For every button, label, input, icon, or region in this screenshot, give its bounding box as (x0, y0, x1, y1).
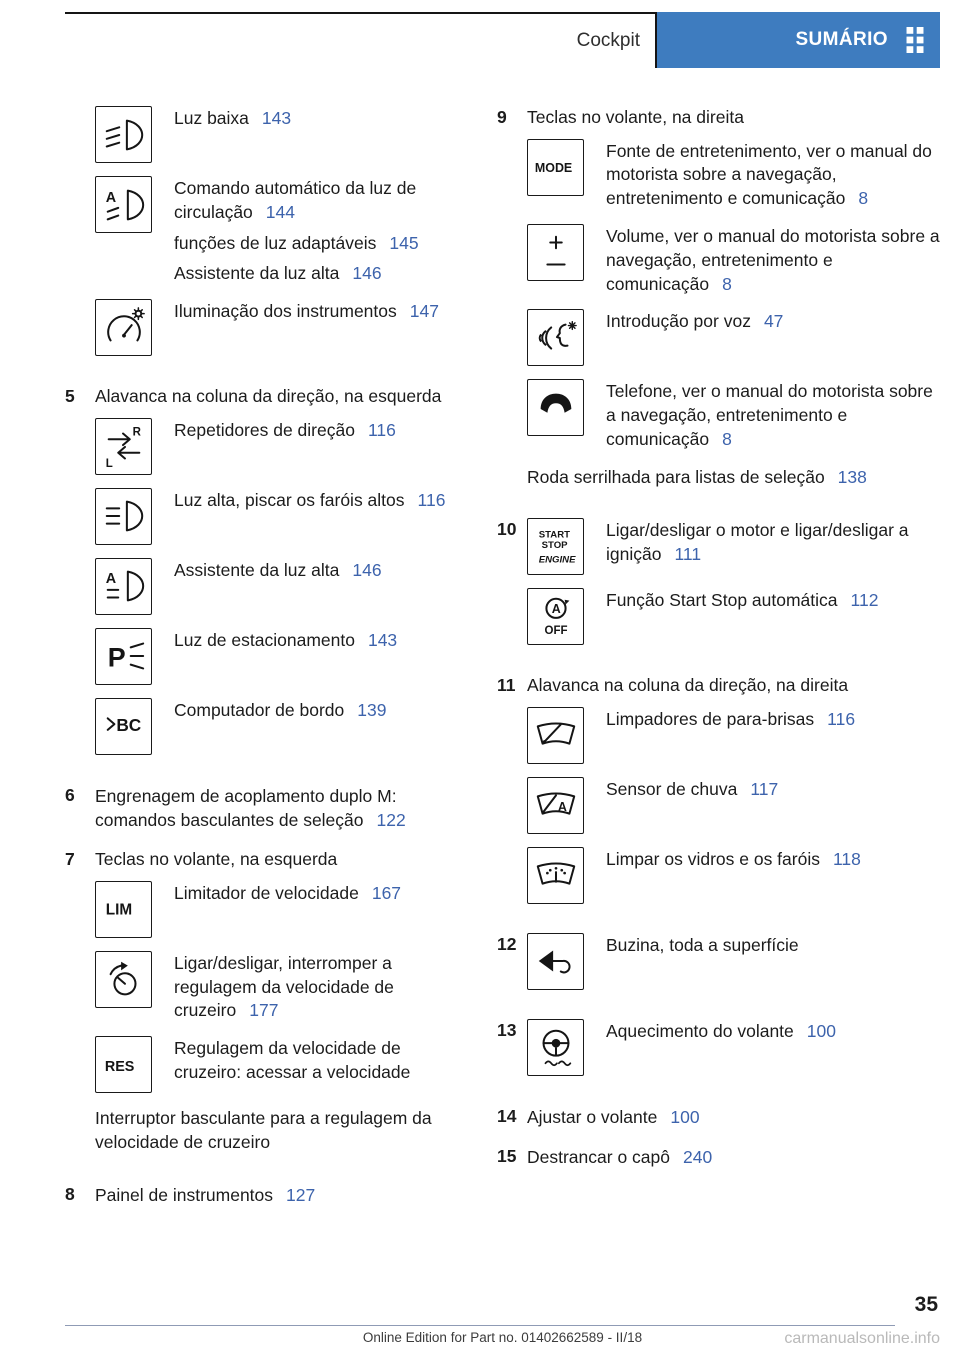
automatic-headlight-icon (95, 176, 152, 233)
resume-icon (95, 1036, 152, 1093)
list-item (497, 1105, 940, 1129)
item-number: 7 (65, 849, 75, 870)
item-number (65, 106, 95, 369)
control-row (95, 558, 469, 615)
control-label: Sensor de chuva (606, 778, 738, 799)
control-label: Ligar/desligar, interromper a regulagem da velocidade de cruzeiro (174, 952, 394, 1021)
control-row (527, 1019, 940, 1076)
horn-icon (527, 933, 584, 990)
control-row (95, 881, 469, 938)
note-label: Roda serrilhada para listas de seleção (527, 466, 825, 487)
summary-label: SUMÁRIO (795, 29, 888, 50)
item-note: Interruptor basculante para a regulagem da velocidade de cruzeiro (95, 1108, 432, 1153)
control-label: Introdução por voz (606, 311, 751, 332)
board-computer-icon (95, 698, 152, 755)
page-ref[interactable]: 145 (389, 232, 419, 253)
list-item (497, 674, 940, 917)
control-label: Computador de bordo (174, 699, 345, 720)
control-row (527, 309, 940, 366)
control-label: Aquecimento do volante (606, 1020, 794, 1041)
telephone-icon (527, 379, 584, 436)
high-beam-assistant-icon (95, 558, 152, 615)
page-ref[interactable]: 144 (265, 201, 295, 222)
list-item (497, 933, 940, 1003)
page-content (65, 106, 940, 1224)
control-row (527, 518, 940, 575)
page-ref[interactable]: 118 (832, 848, 861, 869)
control-label: Função Start Stop automática (606, 589, 838, 610)
item-number: 6 (65, 784, 75, 805)
item-number: 11 (497, 674, 516, 695)
chapter-title: Cockpit (576, 30, 640, 51)
item-label: Painel de instrumentos (95, 1185, 274, 1206)
item-number: 9 (497, 107, 507, 127)
edition-note: Online Edition for Part no. 01402662589 - II/18 (362, 1330, 643, 1345)
list-item (497, 518, 940, 658)
control-row (527, 379, 940, 451)
list-item (497, 106, 940, 502)
control-row (95, 698, 469, 755)
page-ref[interactable]: 47 (763, 311, 784, 332)
page-ref[interactable]: 8 (722, 429, 732, 449)
control-label: Iluminação dos instrumentos (174, 301, 397, 322)
page-ref[interactable]: 117 (750, 778, 779, 799)
cruise-control-icon (95, 951, 152, 1008)
wash-wipe-icon (527, 847, 584, 904)
high-beam-icon (95, 488, 152, 545)
control-row (95, 628, 469, 685)
page-ref[interactable]: 143 (367, 629, 398, 650)
rain-sensor-icon (527, 777, 584, 834)
item-number: 12 (497, 933, 517, 954)
control-label: Luz baixa (174, 108, 249, 128)
item-number: 15 (497, 1145, 517, 1166)
list-item (497, 1145, 940, 1169)
page-ref[interactable]: 8 (722, 273, 732, 294)
page-ref[interactable]: 116 (827, 708, 856, 729)
item-number: 14 (497, 1105, 517, 1126)
volume-rocker-icon (527, 224, 584, 281)
turn-signal-icon (95, 418, 152, 475)
page-ref[interactable]: 112 (850, 589, 879, 610)
control-label: Fonte de entretenimento, ver o manual do motorista sobre a navegação, entretenimento e comunicação (606, 140, 932, 209)
control-label: Regulagem da velocidade de cruzeiro: acessar a velocidade (174, 1038, 411, 1082)
page-ref[interactable]: 177 (249, 1000, 279, 1021)
chapter-header (65, 12, 657, 68)
control-row (95, 951, 469, 1023)
page-ref[interactable]: 127 (286, 1185, 316, 1206)
item-note (527, 465, 940, 489)
control-row (95, 488, 469, 545)
page-number: 35 (914, 1293, 938, 1316)
page-ref[interactable]: 146 (352, 559, 382, 580)
voice-control-icon (527, 309, 584, 366)
control-row (527, 933, 940, 990)
control-row (527, 588, 940, 645)
control-row (527, 707, 940, 764)
control-label: Assistente da luz alta (174, 559, 340, 580)
control-row (527, 224, 940, 296)
control-label: Buzina, toda a superfície (606, 934, 799, 955)
item-title: Alavanca na coluna da direção, na direita (527, 674, 849, 695)
page-ref[interactable]: 139 (357, 699, 387, 720)
control-label: Limitador de velocidade (174, 882, 359, 903)
left-column (65, 106, 469, 1224)
control-label: Ligar/desligar o motor e ligar/desligar a ignição (606, 519, 909, 564)
control-label: Limpar os vidros e os faróis (606, 848, 820, 869)
page-ref[interactable]: 167 (371, 882, 402, 903)
item-number: 8 (65, 1184, 75, 1205)
page-ref[interactable]: 111 (674, 543, 702, 564)
page-ref[interactable]: 143 (261, 108, 292, 128)
list-item (65, 1183, 469, 1207)
control-row (95, 418, 469, 475)
item-title: Teclas no volante, na direita (527, 107, 744, 127)
auto-start-stop-icon (527, 588, 584, 645)
control-label: Repetidores de direção (174, 419, 355, 440)
item-number: 5 (65, 386, 75, 407)
control-label: Volume, ver o manual do motorista sobre a navegação, entretenimento e comunicação (606, 226, 940, 294)
steering-wheel-heating-icon (527, 1019, 584, 1076)
speed-limiter-icon (95, 881, 152, 938)
page-ref[interactable]: 100 (670, 1106, 700, 1127)
page-ref[interactable]: 240 (683, 1146, 713, 1167)
page-header (65, 12, 940, 68)
page-ref[interactable]: 147 (409, 301, 439, 322)
page-ref[interactable]: 100 (806, 1020, 836, 1041)
item-label: Ajustar o volante (527, 1106, 658, 1127)
page-ref[interactable]: 116 (367, 419, 396, 440)
control-row (527, 847, 940, 904)
item-title: Teclas no volante, na esquerda (95, 849, 338, 870)
control-row (95, 106, 469, 163)
control-row (95, 1036, 469, 1093)
item-title: Alavanca na coluna da direção, na esquerda (95, 386, 442, 407)
list-item (497, 1019, 940, 1089)
parking-light-icon (95, 628, 152, 685)
control-row (527, 777, 940, 834)
page-ref[interactable]: 138 (837, 466, 867, 487)
control-label: Luz de estacionamento (174, 629, 355, 650)
control-label: Luz alta, piscar os faróis altos (174, 489, 405, 510)
instrument-lighting-icon (95, 299, 152, 356)
right-column (497, 106, 940, 1224)
low-beam-icon (95, 106, 152, 163)
page-footer (65, 1293, 940, 1352)
control-label: funções de luz adaptáveis (174, 232, 377, 253)
page-ref[interactable]: 116 (417, 489, 446, 510)
control-label: Telefone, ver o manual do motorista sobre a navegação, entretenimento e comunicação (606, 381, 933, 449)
list-item (65, 106, 469, 369)
page-ref[interactable]: 146 (352, 263, 382, 284)
control-label: Assistente da luz alta (174, 263, 340, 284)
list-item (65, 784, 469, 832)
control-label: Comando automático da luz de circulação (174, 178, 417, 222)
start-stop-engine-icon (527, 518, 584, 575)
page-ref[interactable]: 8 (858, 188, 869, 209)
list-item (65, 385, 469, 768)
item-number: 13 (497, 1019, 517, 1040)
watermark: carmanualsonline.info (784, 1330, 940, 1347)
list-item (65, 848, 469, 1167)
item-number: 10 (497, 518, 517, 539)
page-ref[interactable]: 122 (376, 809, 406, 830)
grid-icon (904, 27, 926, 53)
item-label: Engrenagem de acoplamento duplo M: comandos basculantes de seleção (95, 785, 397, 830)
control-row (95, 176, 469, 286)
summary-tab[interactable] (657, 12, 940, 68)
control-label: Limpadores de para-brisas (606, 708, 815, 729)
mode-button-icon (527, 139, 584, 196)
windshield-wiper-icon (527, 707, 584, 764)
item-label: Destrancar o capô (527, 1146, 670, 1167)
control-row (527, 139, 940, 211)
control-row (95, 299, 469, 356)
footer-rule (65, 1325, 895, 1326)
